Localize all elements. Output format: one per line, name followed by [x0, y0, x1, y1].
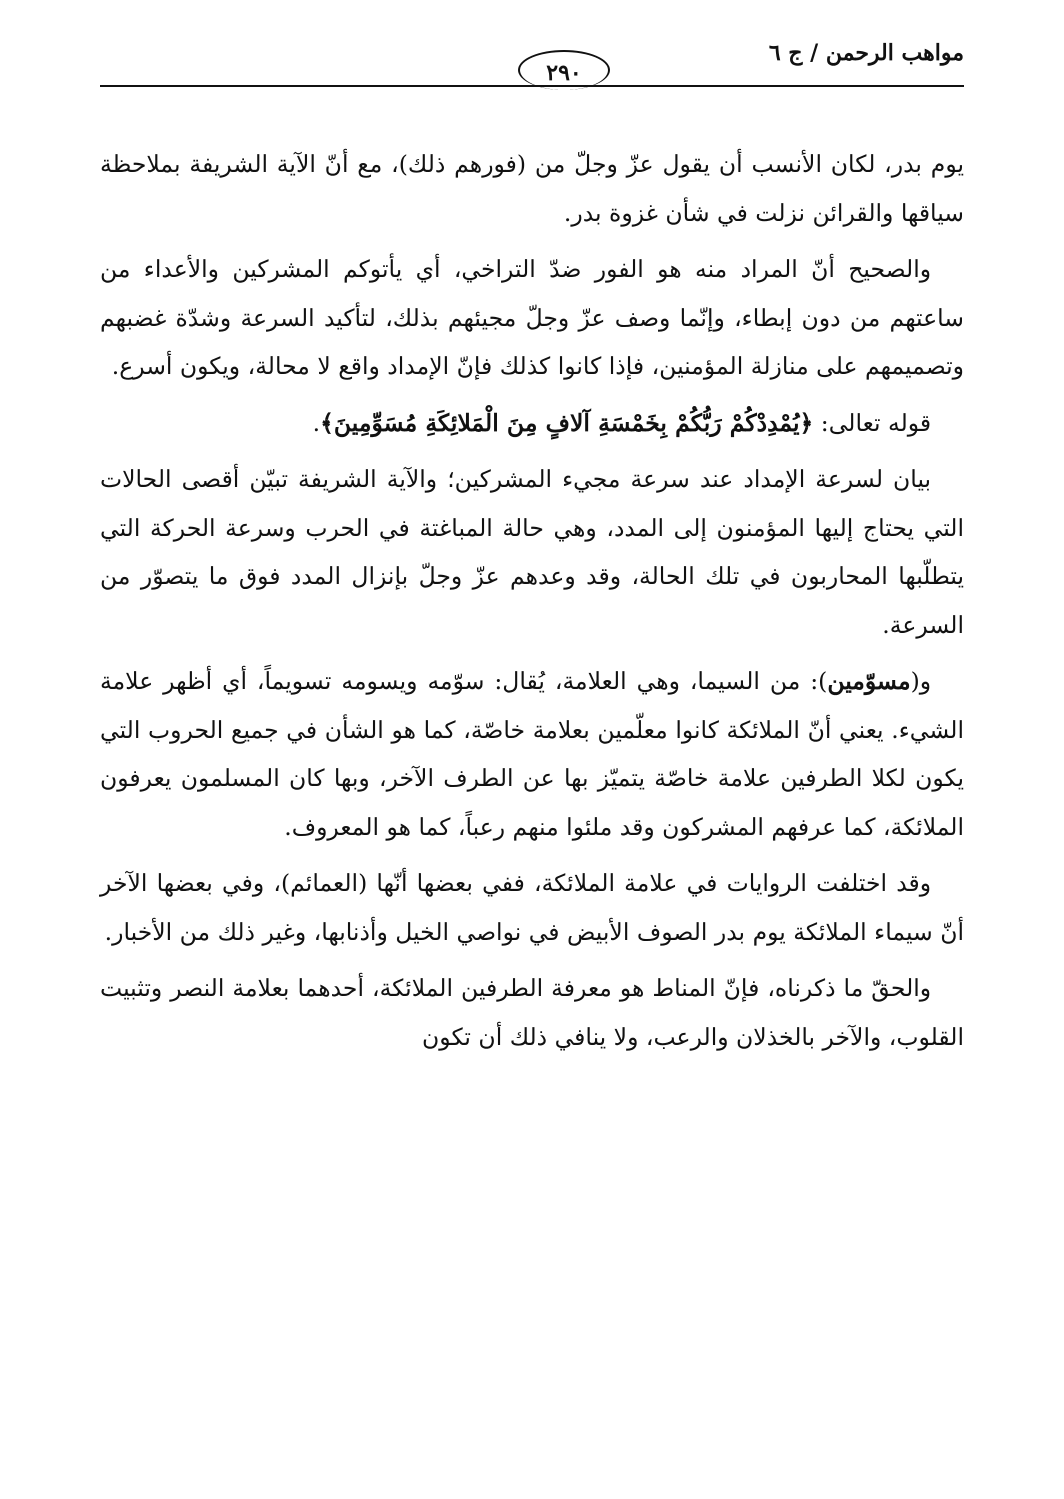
term-explanation: ): من السيما، وهي العلامة، يُقال: سوّمه ويسومه تسويماً، أي أظهر علامة الشيء. يعني أنّ الملائكة كانوا معلّمين بعلامة خاصّة، كما هو الشأن في جميع الحروب التي يكون لكلا الطرفين علامة خاصّة يتميّز بها عن الطرف الآخر، وبها كان المسلمون يعرفون الملائكة، كما عرفهم المشركون وقد ملئوا منهم رعباً، كما هو المعروف.	[100, 667, 964, 841]
verse-end: .	[312, 408, 321, 437]
term-lead: و(	[910, 667, 932, 695]
paragraph-4: بيان لسرعة الإمداد عند سرعة مجيء المشركين؛ والآية الشريفة تبيّن أقصى الحالات التي يحتاج إليها المؤمنون إلى المدد، وهي حالة المباغتة في الحرب وسرعة الحركة التي يتطلّبها المحاربون في تلك الحالة، وقد وعدهم عزّ وجلّ بإنزال المدد فوق ما يتصوّر من السرعة.	[100, 465, 964, 639]
paragraph-3-verse-intro	[100, 399, 964, 448]
quran-verse: ﴿يُمْدِدْكُمْ رَبُّكُمْ بِخَمْسَةِ آلافٍ مِنَ الْمَلائِكَةِ مُسَوِّمِينَ﴾	[320, 408, 814, 437]
paragraph-7: والحقّ ما ذكرناه، فإنّ المناط هو معرفة الطرفين الملائكة، أحدهما بعلامة النصر وتثبيت القلوب، والآخر بالخذلان والرعب، ولا ينافي ذلك أن تكون	[100, 974, 964, 1051]
page-number: ٢٩٠	[518, 50, 610, 90]
verse-lead: قوله تعالى:	[813, 408, 932, 437]
main-text	[100, 140, 964, 1069]
paragraph-5	[100, 657, 964, 851]
paragraph-2: والصحيح أنّ المراد منه هو الفور ضدّ التراخي، أي يأتوكم المشركين والأعداء من ساعتهم من دون إبطاء، وإنّما وصف عزّ وجلّ مجيئهم بذلك، لتأكيد السرعة وشدّة غضبهم وتصميمهم على منازلة المؤمنين، فإذا كانوا كذلك فإنّ الإمداد واقع لا محالة، ويكون أسرع.	[100, 255, 964, 380]
page-header	[100, 30, 964, 86]
paragraph-6: وقد اختلفت الروايات في علامة الملائكة، ففي بعضها أنّها (العمائم)، وفي بعضها الآخر أنّ سيماء الملائكة يوم بدر الصوف الأبيض في نواصي الخيل وأذنابها، وغير ذلك من الأخبار.	[100, 869, 964, 946]
header-rule	[100, 85, 964, 87]
term-musawwimin: مسوّمين	[827, 667, 911, 695]
running-title: مواهب الرحمن / ج ٦	[768, 40, 964, 66]
paragraph-1: يوم بدر، لكان الأنسب أن يقول عزّ وجلّ من (فورهم ذلك)، مع أنّ الآية الشريفة بملاحظة سياقها والقرائن نزلت في شأن غزوة بدر.	[100, 150, 964, 227]
